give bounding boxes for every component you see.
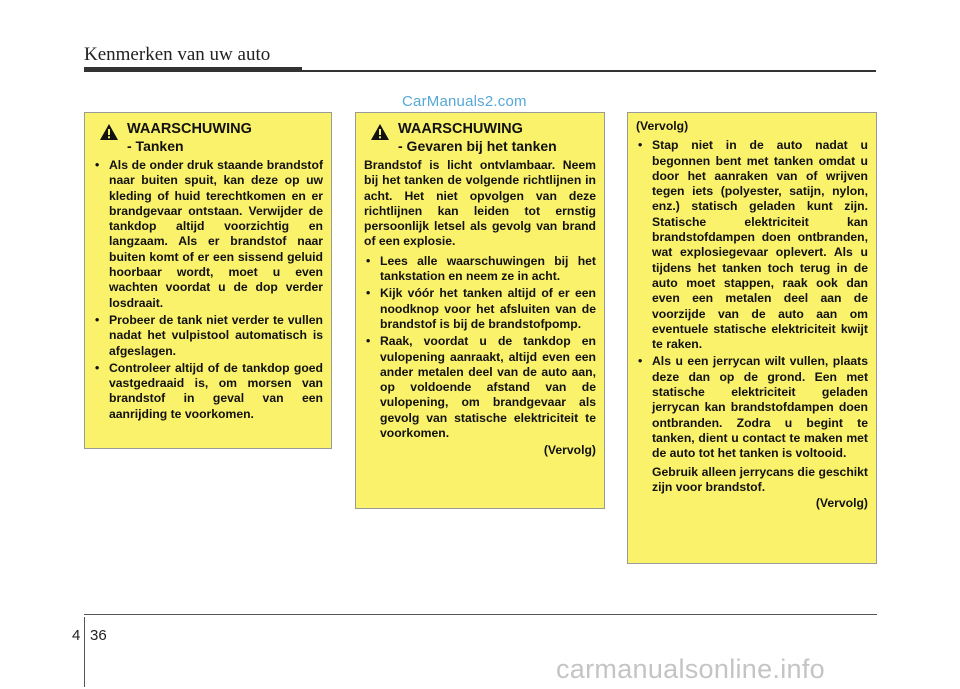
warning-title: WAARSCHUWING: [398, 121, 523, 137]
warning-header: [93, 121, 323, 154]
warning-triangle-icon: [370, 123, 390, 141]
list-item: • Raak, voordat u de tankdop en vulopening aanraakt, altijd even een ander metalen deel van de auto aan, op voldoende afstand van de vulopening, om brandgevaar als gevolg van statische elektriciteit te voorkomen.: [364, 334, 596, 441]
list-item: • Probeer de tank niet verder te vullen nadat het vulpistool automatisch is afgeslagen.: [93, 313, 323, 359]
warning-intro: Brandstof is licht ontvlambaar. Neem bij het tanken de volgende richtlijnen in acht. Het niet opvolgen van deze richtlijnen kan leiden tot ernstig persoonlijk letsel als gevolg van brand of een explosie.: [364, 158, 596, 249]
warning-list: [364, 254, 596, 442]
warning-box-continued: [627, 112, 877, 564]
header-rule-thick: [84, 67, 302, 72]
warning-list: [636, 138, 868, 461]
footer-separator: [84, 617, 85, 687]
warning-title: WAARSCHUWING: [127, 121, 252, 137]
warning-box-tanken: [84, 112, 332, 449]
list-item: • Controleer altijd of de tankdop goed vastgedraaid is, om morsen van brandstof in geval van een aanrijding te voorkomen.: [93, 361, 323, 422]
header-rule-thin: [302, 70, 876, 72]
warning-header: [364, 121, 596, 154]
continued-label: (Vervolg): [815, 496, 868, 511]
footer-rule: [84, 614, 877, 615]
warning-triangle-icon: [99, 123, 119, 141]
list-item: • Als u een jerrycan wilt vullen, plaats deze dan op de grond. Een met statische elektriciteit geladen jerrycan kan brandstofdampen doen ontbranden. Zodra u begint te tanken, dient u contact te maken met de auto tot het tanken is voltooid.: [636, 354, 868, 461]
warning-box-gevaren: [355, 112, 605, 509]
list-item: • Kijk vóór het tanken altijd of er een noodknop voor het afsluiten van de brandstof is bij de brandstofpomp.: [364, 286, 596, 332]
page-number: 36: [90, 627, 107, 644]
page-header-title: Kenmerken van uw auto: [84, 44, 271, 65]
continued-heading: (Vervolg): [636, 119, 689, 133]
list-item: • Lees alle waarschuwingen bij het tankstation en neem ze in acht.: [364, 254, 596, 285]
chapter-number: 4: [72, 627, 81, 644]
watermark-link-bottom[interactable]: carmanualsonline.info: [556, 654, 825, 684]
warning-list: [93, 158, 323, 422]
watermark-link-top[interactable]: CarManuals2.com: [402, 93, 527, 110]
continued-label: (Vervolg): [543, 443, 596, 458]
warning-subtitle: - Gevaren bij het tanken: [398, 138, 557, 154]
list-item: • Als de onder druk staande brandstof naar buiten spuit, kan deze op uw kleding of huid terechtkomen en er brandgevaar ontstaan. Verwijder de tankdop altijd voorzichtig en langzaam. Als er brandstof naar buiten komt of er een sissend geluid hoorbaar wordt, moet u even wachten voordat u de dop verder losdraait.: [93, 158, 323, 311]
warning-subtitle: - Tanken: [127, 138, 184, 154]
extra-paragraph: Gebruik alleen jerrycans die geschikt zijn voor brandstof.: [652, 464, 868, 494]
list-item: • Stap niet in de auto nadat u begonnen bent met tanken omdat u door het aanraken van of wrijven tegen iets (polyester, satijn, nylon, enz.) statisch geladen kunt zijn. Statische elektriciteit kan brandstofdampen doen ontbranden, wat explosiegevaar oplevert. Als u tijdens het tanken toch terug in de auto moet stappen, raak ook dan even een metalen deel aan de voorzijde van de auto aan om eventuele statische elektriciteit kwijt te raken.: [636, 138, 868, 352]
